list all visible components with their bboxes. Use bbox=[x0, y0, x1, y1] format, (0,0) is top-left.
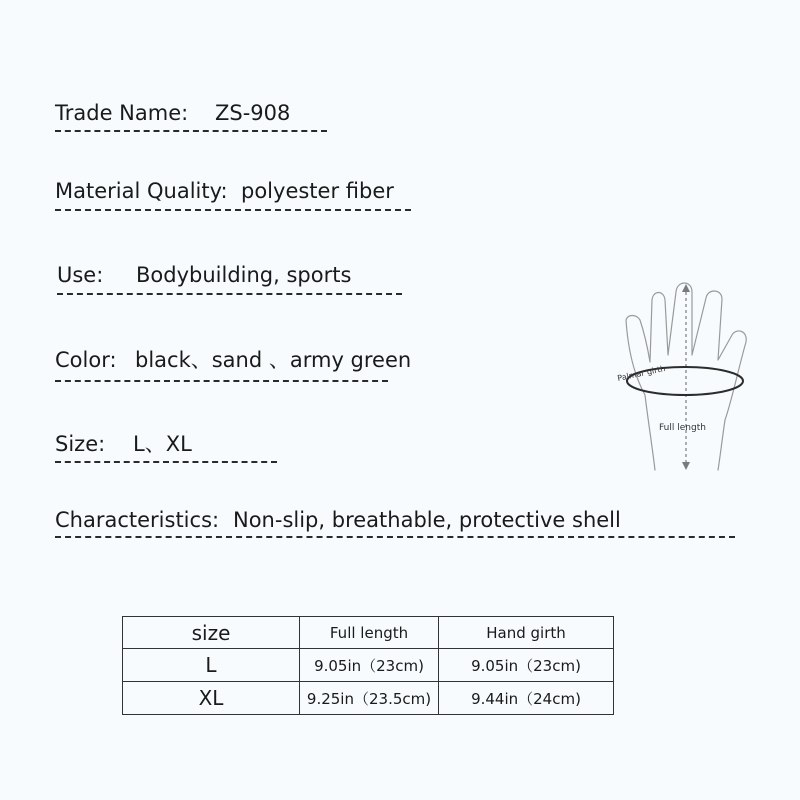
header-hand-girth: Hand girth bbox=[439, 617, 614, 649]
cell-l-full-length: 9.05in（23cm) bbox=[300, 649, 439, 682]
trade-name-label: Trade Name: bbox=[55, 101, 189, 125]
size-chart-table bbox=[122, 616, 614, 715]
hand-measurement-diagram bbox=[610, 280, 770, 480]
full-length-label: Full length bbox=[659, 423, 706, 433]
color-label: Color: bbox=[55, 348, 117, 372]
cell-l-hand-girth: 9.05in（23cm) bbox=[439, 649, 614, 682]
trade-name-value: ZS-908 bbox=[215, 101, 291, 125]
use-label: Use: bbox=[57, 263, 104, 287]
table-header-row bbox=[123, 617, 614, 649]
cell-size-l: L bbox=[123, 649, 300, 682]
table-row bbox=[123, 682, 614, 715]
material-underline bbox=[55, 209, 411, 211]
characteristics-value: Non-slip, breathable, protective shell bbox=[233, 508, 621, 532]
material-value: polyester fiber bbox=[241, 179, 394, 203]
color-value: black、sand 、army green bbox=[135, 348, 412, 372]
use-underline bbox=[57, 293, 402, 295]
full-length-arrowhead-bottom bbox=[682, 462, 690, 470]
characteristics-underline bbox=[55, 536, 735, 538]
material-label: Material Quality: bbox=[55, 179, 228, 203]
use-value: Bodybuilding, sports bbox=[136, 263, 352, 287]
trade-name-underline bbox=[55, 130, 327, 132]
size-underline bbox=[55, 461, 277, 463]
cell-xl-full-length: 9.25in（23.5cm) bbox=[300, 682, 439, 715]
color-underline bbox=[55, 380, 388, 382]
table-row bbox=[123, 649, 614, 682]
size-value: L、XL bbox=[133, 432, 192, 456]
size-label: Size: bbox=[55, 432, 106, 456]
header-size: size bbox=[123, 617, 300, 649]
cell-size-xl: XL bbox=[123, 682, 300, 715]
palmar-girth-label: Palmar girth bbox=[616, 363, 667, 383]
header-full-length: Full length bbox=[300, 617, 439, 649]
cell-xl-hand-girth: 9.44in（24cm) bbox=[439, 682, 614, 715]
characteristics-label: Characteristics: bbox=[55, 508, 220, 532]
